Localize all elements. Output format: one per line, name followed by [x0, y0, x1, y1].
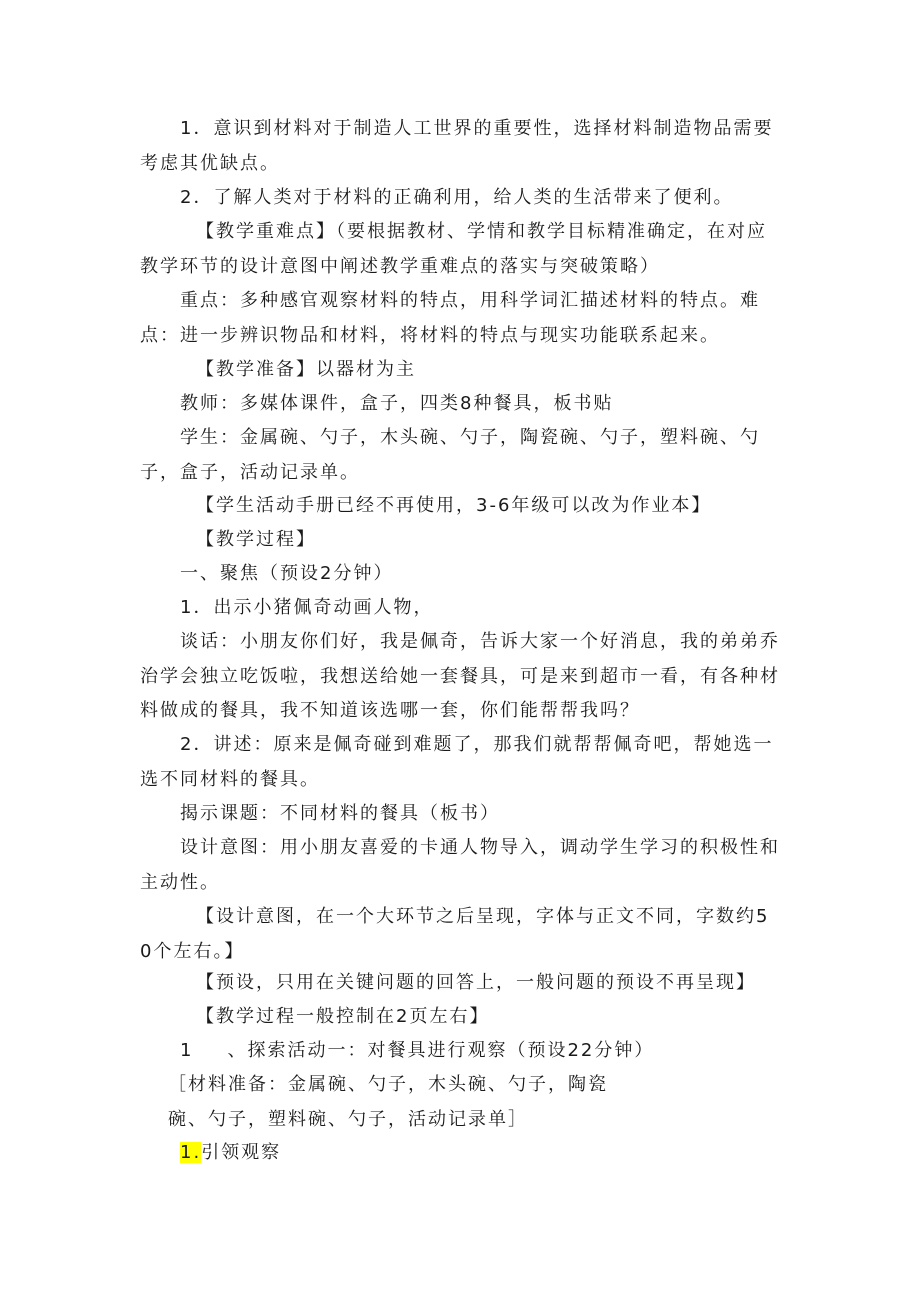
step-guide-line: [180, 1136, 780, 1171]
section2-materials: ［材料准备：金属碗、勺子，木头碗、勺子，陶瓷碗、勺子，塑料碗、勺子，活动记录单］: [168, 1074, 608, 1130]
step-guide-text: 引领观察: [201, 1142, 282, 1163]
preparation-teacher: 教师：多媒体课件，盒子，四类8种餐具，板书贴: [180, 393, 614, 414]
section2-title-line: [140, 1034, 780, 1069]
objective-1: 1．意识到材料对于制造人工世界的重要性，选择材料制造物品需要考虑其优缺点。: [140, 118, 774, 174]
section2-number: 1: [180, 1040, 194, 1061]
section1-design-intent: 设计意图：用小朋友喜爱的卡通人物导入，调动学生学习的积极性和主动性。: [140, 837, 780, 893]
section1-topic: 揭示课题：不同材料的餐具（板书）: [180, 803, 500, 824]
section1-step1: 1．出示小猪佩奇动画人物，: [180, 597, 434, 618]
note-length: 【教学过程一般控制在2页左右】: [196, 1006, 490, 1027]
objective-2: 2．了解人类对于材料的正确利用，给人类的生活带来了便利。: [180, 187, 734, 208]
section1-title: 一、聚焦（预设2分钟）: [180, 563, 394, 584]
section2-title: 、探索活动一：对餐具进行观察（预设22分钟）: [227, 1040, 655, 1061]
preparation-student: 学生：金属碗、勺子，木头碗、勺子，陶瓷碗、勺子，塑料碗、勺子，盒子，活动记录单。: [140, 427, 760, 483]
step-guide-number: 1.: [180, 1142, 202, 1163]
preparation-heading: 【教学准备】以器材为主: [196, 359, 416, 380]
section1-step2: 2．讲述：原来是佩奇碰到难题了，那我们就帮帮佩奇吧，帮她选一选不同材料的餐具。: [140, 734, 774, 790]
process-heading: 【教学过程】: [196, 529, 316, 550]
key-points-heading: 【教学重难点】（要根据教材、学情和教学目标精准确定，在对应教学环节的设计意图中阐述教学重难点的落实与突破策略）: [140, 221, 767, 277]
key-points-body: 重点：多种感官观察材料的特点，用科学词汇描述材料的特点。难点：进一步辨识物品和材料，将材料的特点与现实功能联系起来。: [140, 290, 760, 346]
preparation-note: 【学生活动手册已经不再使用，3-6年级可以改为作业本】: [196, 495, 712, 516]
note-design-intent: 【设计意图，在一个大环节之后呈现，字体与正文不同，字数约50个左右。】: [140, 906, 770, 962]
note-preset: 【预设，只用在关键问题的回答上，一般问题的预设不再呈现】: [196, 972, 756, 993]
section1-dialogue: 谈话：小朋友你们好，我是佩奇，告诉大家一个好消息，我的弟弟乔治学会独立吃饭啦，我想送给她一套餐具，可是来到超市一看，有各种材料做成的餐具，我不知道该选哪一套，你们能帮帮我吗？: [140, 631, 780, 721]
